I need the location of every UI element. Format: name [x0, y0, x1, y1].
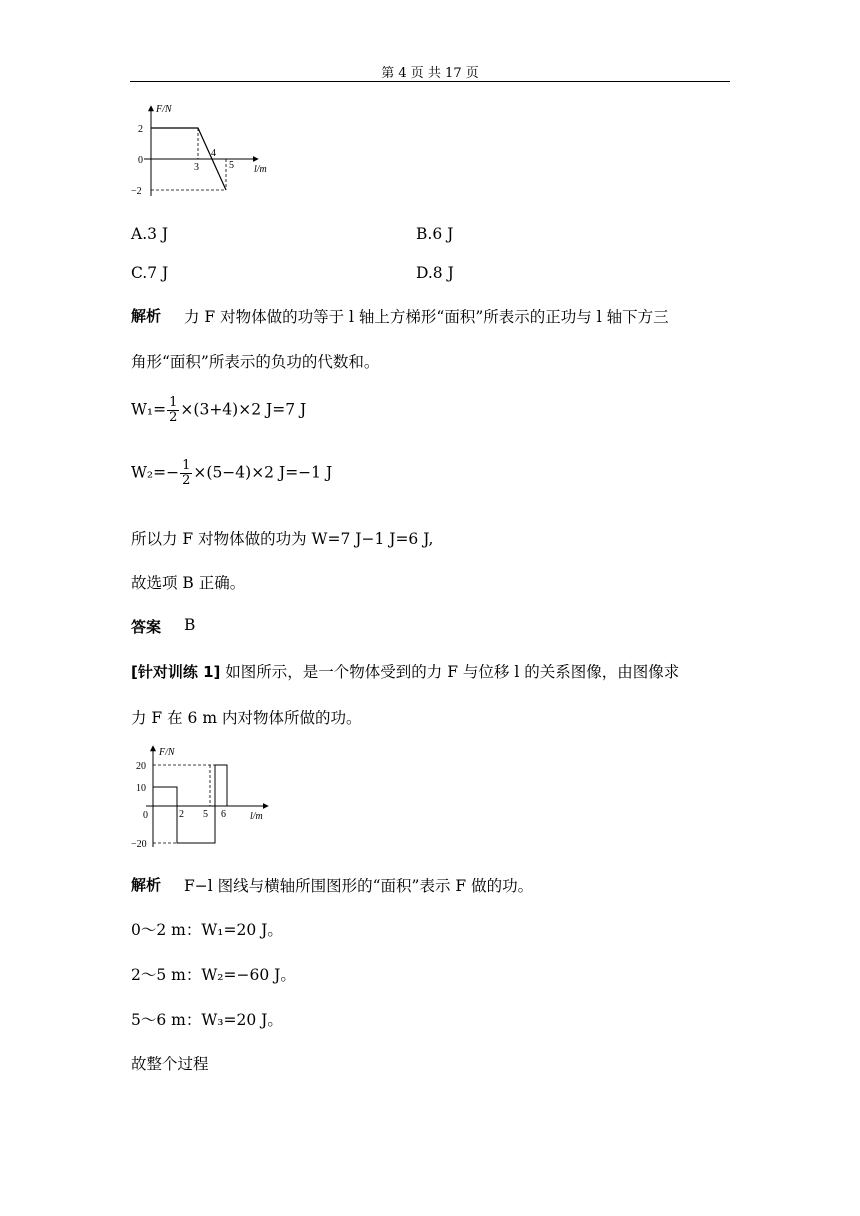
y-tick-label: 0 [138, 155, 143, 166]
force-segment-0-2 [153, 787, 177, 806]
y-tick-label: 20 [136, 761, 146, 772]
equation-prefix: W₁= [131, 400, 167, 419]
analysis-text: 故整个过程 [131, 1055, 209, 1073]
option-d: D.8 J [416, 264, 454, 282]
equation-rest: ×(5−4)×2 J=−1 J [193, 463, 333, 482]
analysis-conclusion: 所以力 F 对物体做的功为 W=7 J−1 J=6 J, [131, 530, 434, 548]
option-a: A.3 J [131, 225, 169, 243]
option-c: C.7 J [131, 264, 169, 282]
analysis-choice: 故选项 B 正确。 [131, 574, 246, 592]
analysis-text: F−l 图线与横轴所围图形的“面积”表示 F 做的功。 [184, 877, 534, 895]
y-tick-label: 10 [136, 783, 146, 794]
y-tick-label: 2 [138, 124, 143, 135]
answer-value: B [184, 616, 196, 634]
force-displacement-graph-2 [128, 743, 278, 851]
answer-title: 答案 [131, 618, 162, 636]
x-tick-label: 4 [211, 148, 216, 159]
x-tick-label: 6 [221, 809, 226, 820]
x-axis-label: l/m [254, 164, 267, 175]
fraction-denominator: 2 [169, 410, 178, 425]
work-equation-1 [131, 396, 306, 425]
x-tick-label: 3 [194, 162, 199, 173]
analysis-title: 解析 [131, 876, 162, 894]
x-tick-label: 5 [203, 809, 208, 820]
x-axis-label: l/m [250, 811, 263, 822]
y-axis-label: F/N [156, 104, 172, 115]
training-text: 如图所示，是一个物体受到的力 F 与位移 l 的关系图像，由图像求 [220, 663, 680, 681]
training-problem [131, 660, 679, 682]
header-divider [130, 81, 730, 82]
force-segment-5-6 [215, 765, 227, 806]
training-tag: [针对训练 1] [131, 663, 221, 681]
analysis-text: 力 F 对物体做的功等于 l 轴上方梯形“面积”所表示的正功与 l 轴下方三 [184, 308, 669, 326]
work-equation-2 [131, 459, 332, 488]
equation-prefix: W₂=− [131, 463, 180, 482]
y-tick-label: 0 [143, 810, 148, 821]
fraction-numerator: 1 [182, 458, 191, 473]
fraction-numerator: 1 [169, 395, 178, 410]
x-tick-label: 5 [229, 160, 234, 171]
fraction [180, 459, 192, 488]
work-segment-2: 2～5 m：W₂=−60 J。 [131, 966, 296, 984]
y-tick-label: −2 [131, 186, 142, 197]
equation-rest: ×(3+4)×2 J=7 J [180, 400, 307, 419]
analysis-title: 解析 [131, 307, 162, 325]
work-segment-1: 0～2 m：W₁=20 J。 [131, 921, 283, 939]
analysis-text: 角形“面积”所表示的负功的代数和。 [131, 353, 380, 371]
option-b: B.6 J [416, 225, 454, 243]
fraction-denominator: 2 [182, 473, 191, 488]
y-axis-label: F/N [159, 747, 175, 758]
work-segment-3: 5～6 m：W₃=20 J。 [131, 1011, 283, 1029]
fraction [167, 396, 179, 425]
x-tick-label: 2 [179, 809, 184, 820]
page-number-header: 第 4 页 共 17 页 [381, 66, 479, 81]
force-displacement-graph-1 [128, 100, 288, 200]
training-text: 力 F 在 6 m 内对物体所做的功。 [131, 709, 362, 727]
y-tick-label: −20 [131, 839, 147, 850]
